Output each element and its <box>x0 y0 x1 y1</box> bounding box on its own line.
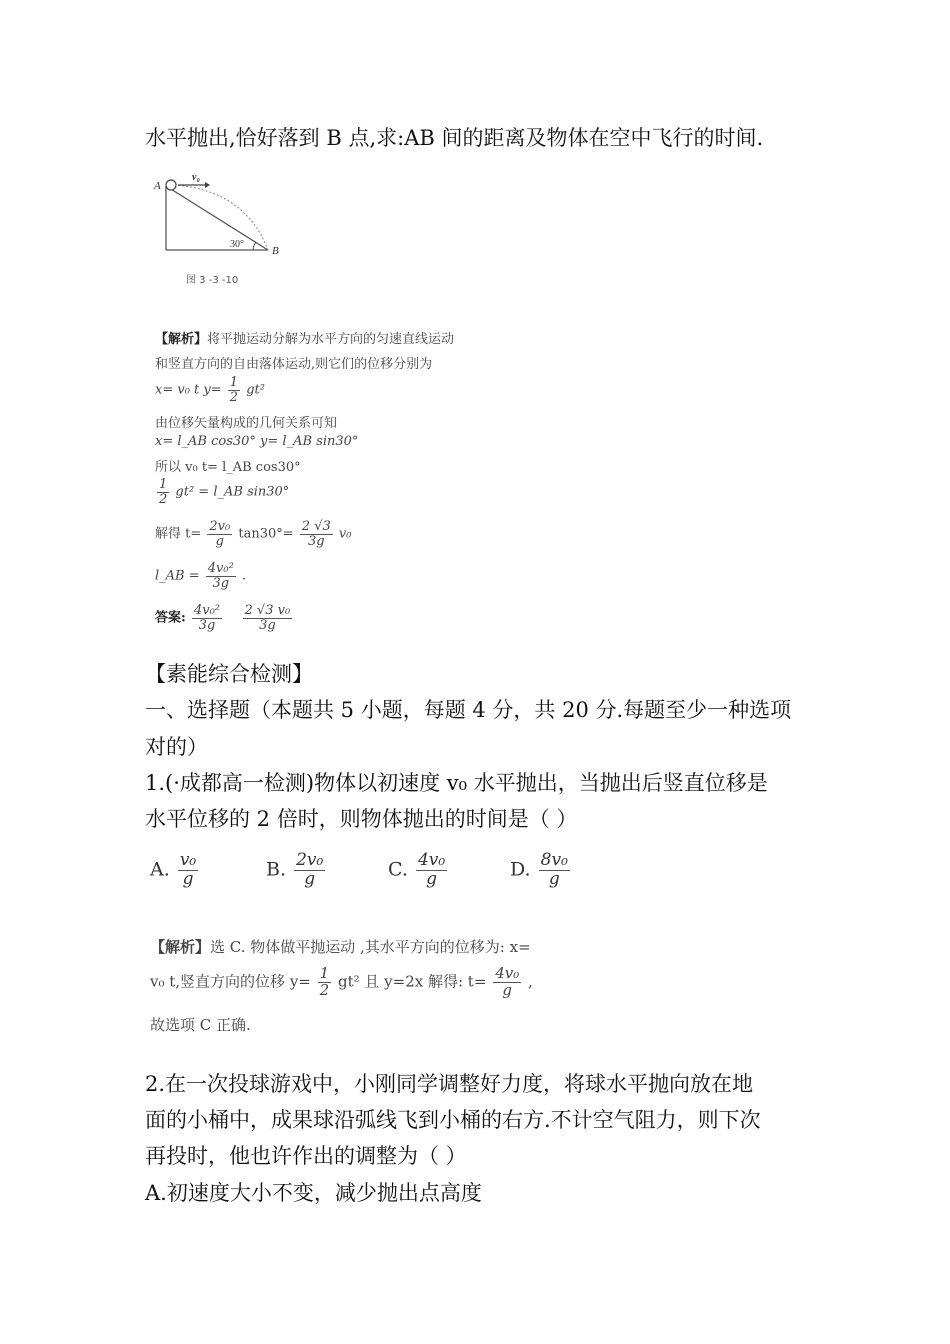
section-title: 【素能综合检测】 <box>145 662 313 686</box>
solution1-line9: l_AB = $\frac{\text{4v₀²}}{3g}$ . <box>155 561 247 591</box>
fraction: $\frac{1}{2}$ <box>159 477 168 507</box>
solution2-line2: v₀ t,竖直方向的位移 y= $\frac{1}{2}$ gt² 且 y=2x 解得: t= $\frac{\text{4v₀}}{g}$ , <box>150 964 533 999</box>
option-a: A. $\frac{\text{v₀}}{g}$ <box>150 850 197 889</box>
solution1-line6: 所以 v₀ t= l_AB cos30° <box>155 460 301 475</box>
solution1-line1: 【解析】将平抛运动分解为水平方向的匀速直线运动 <box>155 332 455 347</box>
solution2-tag: 【解析】 <box>150 938 211 956</box>
figure-incline-line <box>166 186 268 250</box>
fraction: $\frac{\text{2v₀}}{g}$ <box>296 850 324 889</box>
question2-line2: 面的小桶中，成果球沿弧线飞到小桶的右方.不计空气阻力，则下次 <box>145 1108 761 1132</box>
solution1-line7: $\frac{1}{2}$ gt² = l_AB sin30° <box>159 477 290 507</box>
fraction: $\frac{\text{4v₀²}}{3g}$ <box>193 603 220 633</box>
fraction: $\frac{\text{4v₀²}}{3g}$ <box>207 561 234 591</box>
fraction: $\frac{\text{v₀}}{g}$ <box>179 850 197 889</box>
part1-heading-line2: 对的） <box>145 735 208 759</box>
figure-label-a: A <box>154 180 161 192</box>
figure-arrow-head-icon <box>205 182 210 188</box>
figure-trajectory-arc <box>174 185 268 250</box>
solution1-line3: x= v₀ t y= $\frac{1}{2}$ gt² <box>155 375 265 405</box>
figure-label-b: B <box>272 245 279 257</box>
fraction: $\frac{\text{2v₀}}{g}$ <box>209 519 231 549</box>
fraction: $\frac{\text{4v₀}}{g}$ <box>417 850 446 889</box>
solution2-line1: 【解析】选 C. 物体做平抛运动 ,其水平方向的位移为: x= <box>150 938 531 956</box>
figure-label-v0: v₀ <box>192 172 200 183</box>
figure-ball-icon <box>166 180 176 190</box>
question2-line1: 2.在一次投球游戏中，小刚同学调整好力度，将球水平抛向放在地 <box>145 1072 754 1096</box>
answer-tag: 答案: <box>155 610 186 626</box>
solution1-line2: 和竖直方向的自由落体运动,则它们的位移分别为 <box>155 357 433 372</box>
question2-option-a: A.初速度大小不变，减少抛出点高度 <box>145 1181 482 1205</box>
fraction: $\frac{\text{2 √3 v₀}}{3g}$ <box>244 603 291 633</box>
solution1-line5: x= l_AB cos30° y= l_AB sin30° <box>155 434 359 449</box>
figure-angle-arc <box>253 242 256 250</box>
figure-caption: 图 3 -3 -10 <box>186 275 239 286</box>
fraction: $\frac{2 √3}{3g}$ <box>301 519 331 549</box>
solution2-line3: 故选项 C 正确. <box>150 1016 251 1034</box>
figure-label-angle: 30° <box>230 239 244 250</box>
question2-line3: 再投时，他也许作出的调整为（ ） <box>145 1144 467 1168</box>
solution1-line4: 由位移矢量构成的几何关系可知 <box>155 416 338 431</box>
question1-line1: 1.(·成都高一检测)物体以初速度 v₀ 水平抛出，当抛出后竖直位移是 <box>145 771 768 795</box>
projectile-figure <box>150 168 290 293</box>
fraction: $\frac{\text{8v₀}}{g}$ <box>540 850 568 889</box>
option-c: C. $\frac{\text{4v₀}}{g}$ <box>388 850 446 889</box>
fraction: $\frac{\text{4v₀}}{g}$ <box>495 964 520 999</box>
question1-line2: 水平位移的 2 倍时，则物体抛出的时间是（ ） <box>145 807 578 831</box>
part1-heading-line1: 一、选择题（本题共 5 小题，每题 4 分，共 20 分.每题至少一种选项 <box>145 698 792 722</box>
fraction: $\frac{1}{2}$ <box>319 964 330 999</box>
solution1-answer <box>155 604 294 632</box>
fraction: $\frac{1}{2}$ <box>229 375 239 405</box>
problem-text-line: 水平抛出,恰好落到 B 点,求:AB 间的距离及物体在空中飞行的时间. <box>145 126 764 150</box>
solution1-line8: 解得 t= $\frac{\text{2v₀}}{g}$ tan30°= $\frac{2 √3}{3g}$ v₀ <box>155 519 352 549</box>
solution1-tag: 【解析】 <box>155 332 208 347</box>
option-d: D. $\frac{\text{8v₀}}{g}$ <box>510 850 568 889</box>
option-b: B. $\frac{\text{2v₀}}{g}$ <box>266 850 324 889</box>
